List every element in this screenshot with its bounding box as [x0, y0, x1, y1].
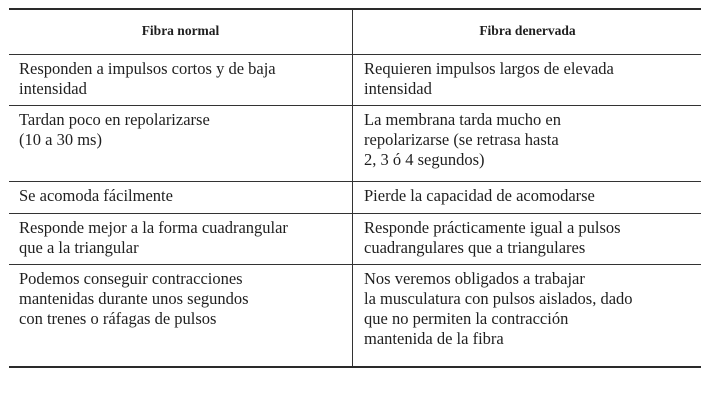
header-denervated-fiber: Fibra denervada [479, 23, 576, 38]
cell-text-line: (10 a 30 ms) [19, 130, 102, 149]
denervated-fiber-cell [353, 106, 701, 181]
cell-text-line: con trenes o ráfagas de pulsos [19, 309, 217, 328]
table-row [9, 265, 701, 366]
table-header-row [9, 10, 701, 55]
denervated-fiber-cell [353, 55, 701, 105]
header-normal-fiber: Fibra normal [9, 10, 353, 54]
denervated-fiber-cell [353, 265, 701, 366]
table-row [9, 106, 701, 182]
cell-text-line: intensidad [364, 79, 432, 98]
cell-text-line: Podemos conseguir contracciones [19, 269, 243, 288]
normal-fiber-cell [9, 265, 353, 366]
table-row [9, 214, 701, 265]
table-row [9, 182, 701, 214]
cell-text-line: Responde mejor a la forma cuadrangular [19, 218, 288, 237]
denervated-fiber-cell [353, 214, 701, 264]
denervated-fiber-cell [353, 182, 701, 213]
cell-text-line: Responde prácticamente igual a pulsos [364, 218, 621, 237]
cell-text-line: Tardan poco en repolarizarse [19, 110, 210, 129]
cell-text-line: Requieren impulsos largos de elevada [364, 59, 614, 78]
cell-text-line: la musculatura con pulsos aislados, dado [364, 289, 633, 308]
normal-fiber-cell [9, 182, 353, 213]
cell-text-line: Pierde la capacidad de acomodarse [364, 186, 595, 205]
cell-text-line: Nos veremos obligados a trabajar [364, 269, 585, 288]
cell-text-line: que a la triangular [19, 238, 139, 257]
cell-text-line: La membrana tarda mucho en [364, 110, 561, 129]
comparison-table [9, 8, 701, 368]
cell-text-line: cuadrangulares que a triangulares [364, 238, 586, 257]
normal-fiber-cell [9, 55, 353, 105]
cell-text-line: repolarizarse (se retrasa hasta [364, 130, 559, 149]
table-row [9, 55, 701, 106]
cell-text-line: Se acomoda fácilmente [19, 186, 173, 205]
cell-text-line: mantenidas durante unos segundos [19, 289, 249, 308]
cell-text-line: Responden a impulsos cortos y de baja [19, 59, 276, 78]
normal-fiber-cell [9, 214, 353, 264]
normal-fiber-cell [9, 106, 353, 181]
cell-text-line: intensidad [19, 79, 87, 98]
cell-text-line: 2, 3 ó 4 segundos) [364, 150, 485, 169]
cell-text-line: mantenida de la fibra [364, 329, 504, 348]
cell-text-line: que no permiten la contracción [364, 309, 569, 328]
